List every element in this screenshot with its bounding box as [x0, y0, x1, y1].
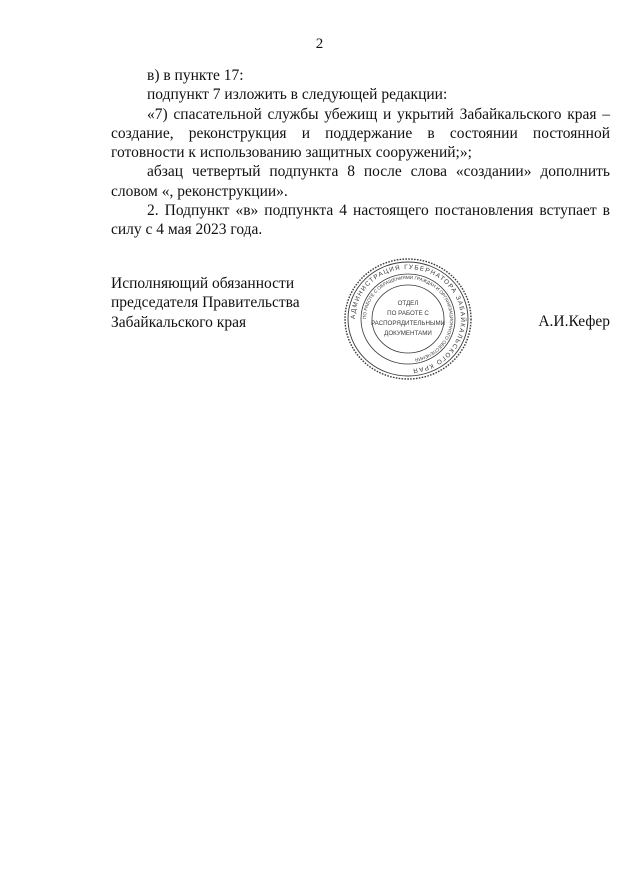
paragraph-subitem-7-text: «7) спасательной службы убежищ и укрытий Забайкальского края – создание, реконструкция и поддержание в состоянии постоянной готовности к использованию защитных сооружений;»; [111, 105, 610, 162]
page-number: 2 [315, 36, 324, 52]
seal-graphic [342, 256, 474, 382]
seal-center-line: РАСПОРЯДИТЕЛЬНЫМИ [370, 320, 446, 327]
document-body [111, 66, 610, 240]
seal-outer-text: АДМИНИСТРАЦИЯ ГУБЕРНАТОРА ЗАБАЙКАЛЬСКОГО КРАЯ [349, 263, 467, 374]
paragraph-effective-date: 2. Подпункт «в» подпункта 4 настоящего постановления вступает в силу с 4 мая 2023 года. [111, 202, 610, 239]
signatory-name: А.И.Кефер [538, 313, 610, 330]
official-seal-stamp [342, 256, 474, 382]
seal-center-line: ДОКУМЕНТАМИ [384, 330, 432, 337]
signatory-position [111, 274, 300, 332]
paragraph-subitem-8: абзац четвертый подпункта 8 после слова «создании» дополнить словом «, реконструкции». [111, 163, 610, 200]
signatory-position-line: Исполняющий обязанности [111, 275, 295, 292]
seal-center-line: ОТДЕЛ [397, 300, 419, 307]
paragraph-item-v: в) в пункте 17: [147, 67, 244, 84]
seal-inner-text: ПО РАБОТЕ С ОБРАЩЕНИЯМИ ГРАЖДАН И ОРГАНИЗАЦИОННОГО ОБЕСПЕЧЕНИЯ [361, 274, 455, 363]
signatory-position-line: председателя Правительства [111, 294, 300, 312]
svg-text:ПО РАБОТЕ С ОБРАЩЕНИЯМИ ГРАЖДА [362, 275, 454, 362]
signatory-position-line: Забайкальского края [111, 313, 247, 331]
paragraph-subitem-7: подпункт 7 изложить в следующей редакции: [147, 86, 448, 104]
seal-center-line: ПО РАБОТЕ С [387, 310, 429, 317]
